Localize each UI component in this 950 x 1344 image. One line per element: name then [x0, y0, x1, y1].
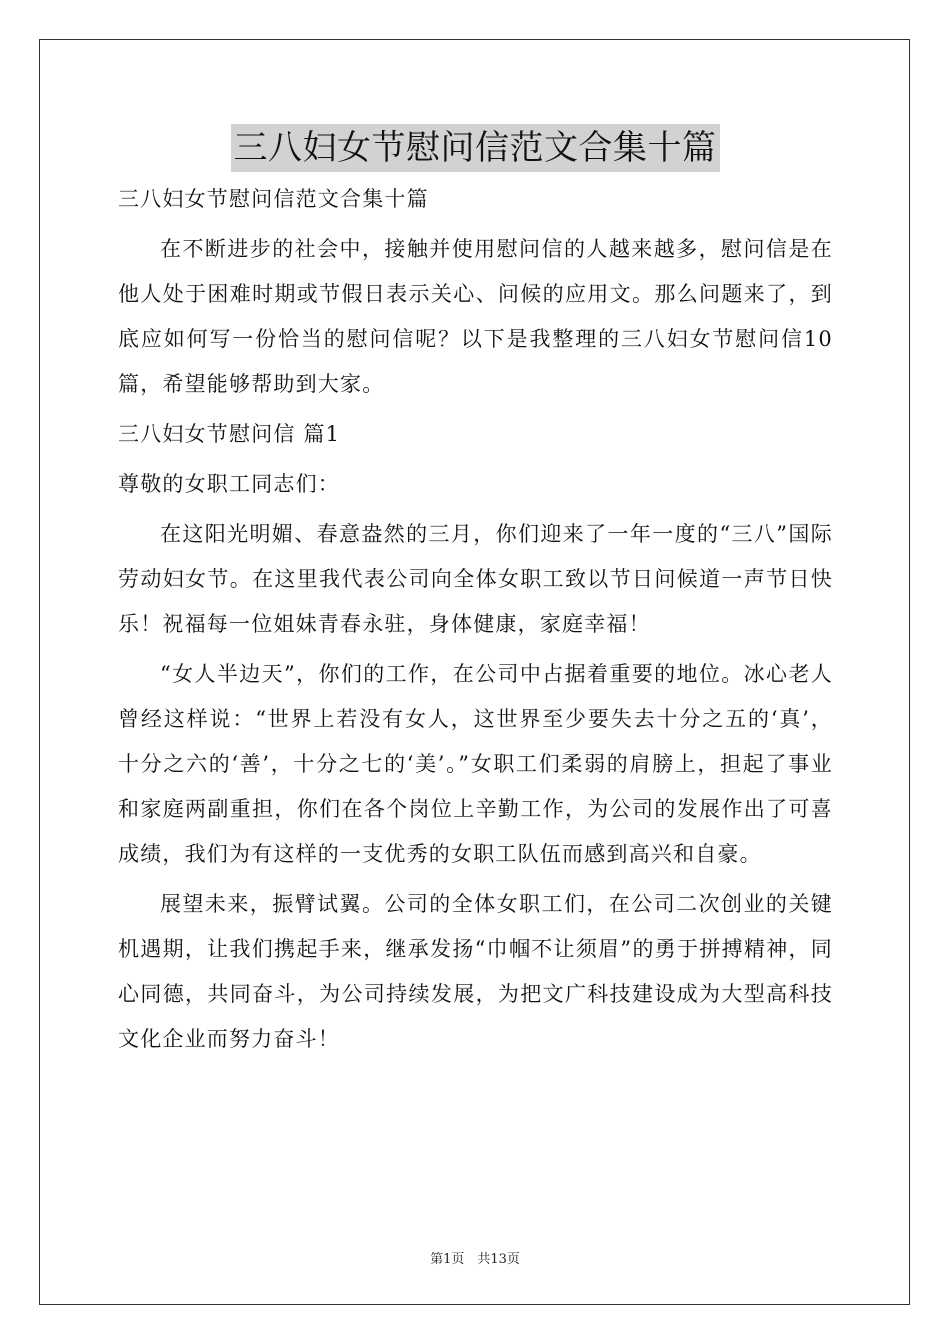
intro-paragraph: 在不断进步的社会中，接触并使用慰问信的人越来越多，慰问信是在他人处于困难时期或节假日表示关心、问候的应用文。那么问题来了，到底应如何写一份恰当的慰问信呢？以下是我整理的三八妇女节慰问信10篇，希望能够帮助到大家。	[118, 237, 833, 396]
salutation: 尊敬的女职工同志们：	[118, 472, 340, 496]
body-paragraph-2: “女人半边天”，你们的工作，在公司中占据着重要的地位。冰心老人曾经这样说：“世界上若没有女人，这世界至少要失去十分之五的‘真’，十分之六的‘善’，十分之七的‘美’。”女职工们柔弱的肩膀上，担起了事业和家庭两副重担，你们在各个岗位上辛勤工作，为公司的发展作出了可喜成绩，我们为有这样的一支优秀的女职工队伍而感到高兴和自豪。	[118, 662, 833, 866]
section-heading: 三八妇女节慰问信 篇1	[118, 422, 341, 446]
body-paragraph-3: 展望未来，振臂试翼。公司的全体女职工们，在公司二次创业的关键机遇期，让我们携起手来，继承发扬“巾帼不让须眉”的勇于拼搏精神，同心同德，共同奋斗，为公司持续发展，为把文广科技建设成为大型高科技文化企业而努力奋斗！	[118, 892, 833, 1051]
title-container	[0, 124, 950, 172]
body-paragraph-1: 在这阳光明媚、春意盎然的三月，你们迎来了一年一度的“三八”国际劳动妇女节。在这里我代表公司向全体女职工致以节日问候道一声节日快乐！祝福每一位姐妹青春永驻，身体健康，家庭幸福！	[118, 522, 833, 636]
page-footer: 第1页 共13页	[430, 1252, 520, 1267]
subtitle-paragraph: 三八妇女节慰问信范文合集十篇	[118, 187, 429, 211]
document-title: 三八妇女节慰问信范文合集十篇	[231, 124, 720, 172]
document-body	[118, 177, 833, 1062]
